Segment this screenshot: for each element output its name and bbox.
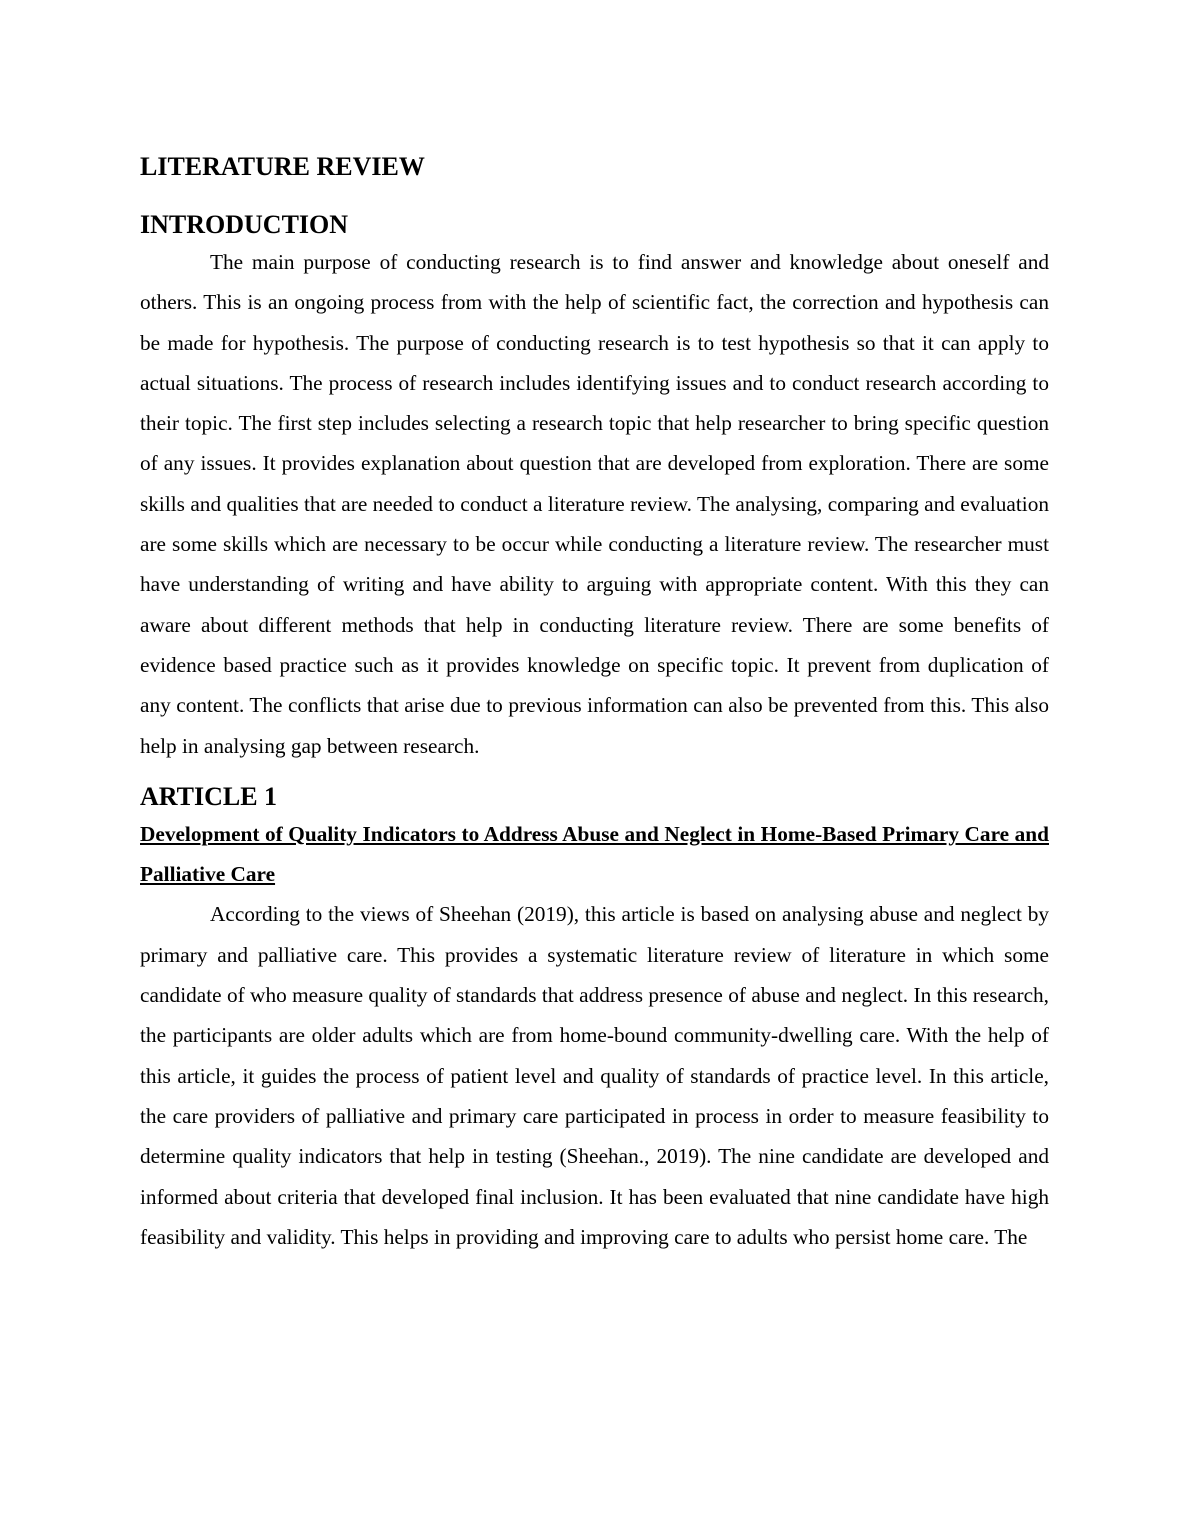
article-1-paragraph: According to the views of Sheehan (2019), this article is based on analysing abuse and neglect by primary and palliative care. This provides a systematic literature review of literature in which some candidate of who measure quality of standards that address presence of abuse and neglect. In this research, the participants are older adults which are from home-bound community-dwelling care. With the help of this article, it guides the process of patient level and quality of standards of practice level. In this article, the care providers of palliative and primary care participated in process in order to measure feasibility to determine quality indicators that help in testing (Sheehan., 2019). The nine candidate are developed and informed about criteria that developed final inclusion. It has been evaluated that nine candidate have high feasibility and validity. This helps in providing and improving care to adults who persist home care. The bbox=[140, 902, 1049, 1249]
document-page bbox=[140, 150, 1049, 1257]
main-title: LITERATURE REVIEW bbox=[140, 152, 425, 181]
introduction-section bbox=[140, 208, 1049, 766]
introduction-heading: INTRODUCTION bbox=[140, 210, 349, 239]
article-1-section bbox=[140, 780, 1049, 1257]
article-1-title: Development of Quality Indicators to Address Abuse and Neglect in Home-Based Primary Care and Palliative Care bbox=[140, 821, 1049, 887]
article-1-heading: ARTICLE 1 bbox=[140, 781, 278, 811]
introduction-paragraph: The main purpose of conducting research is to find answer and knowledge about oneself and others. This is an ongoing process from with the help of scientific fact, the correction and hypothesis can be made for hypothesis. The purpose of conducting research is to test hypothesis so that it can apply to actual situations. The process of research includes identifying issues and to conduct research according to their topic. The first step includes selecting a research topic that help researcher to bring specific question of any issues. It provides explanation about question that are developed from exploration. There are some skills and qualities that are needed to conduct a literature review. The analysing, comparing and evaluation are some skills which are necessary to be occur while conducting a literature review. The researcher must have understanding of writing and have ability to arguing with appropriate content. With this they can aware about different methods that help in conducting literature review. There are some benefits of evidence based practice such as it provides knowledge on specific topic. It prevent from duplication of any content. The conflicts that arise due to previous information can also be prevented from this. This also help in analysing gap between research. bbox=[140, 250, 1049, 758]
